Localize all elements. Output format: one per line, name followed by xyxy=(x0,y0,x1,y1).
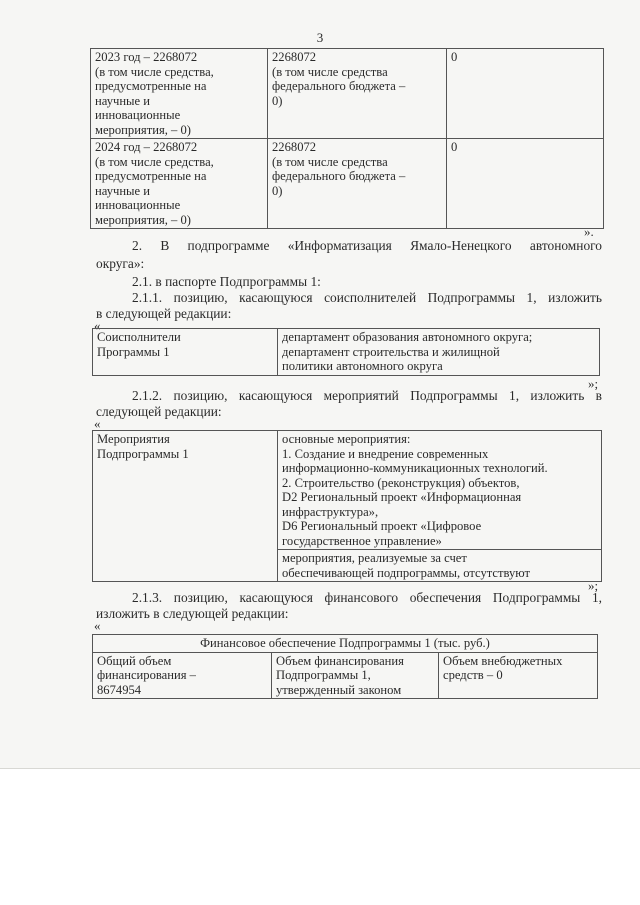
cell-text: 2023 год – 2268072 (в том числе средства, предусмотренные на научные и инновационные мероприятия, – 0) xyxy=(95,50,214,137)
cell-text: 2268072 (в том числе средства федерального бюджета – 0) xyxy=(272,140,406,198)
cell-text: основные мероприятия: 1. Создание и внедрение современных информационно-коммуникационных технологий. 2. Строительство (реконструкция) объектов, D2 Региональный проект «Информационная инфраструктура», D6 Региональный проект «Цифровое государственное управление» xyxy=(282,432,548,548)
table-cell-extra xyxy=(447,139,604,229)
table-header xyxy=(93,635,598,653)
table-cell-value xyxy=(278,329,600,376)
table-row xyxy=(91,49,604,139)
table-cell-value xyxy=(278,550,602,582)
closing-quote: »; xyxy=(588,578,599,593)
paragraph-2-1-3-line2: изложить в следующей редакции: xyxy=(96,606,289,621)
table-cell-federal xyxy=(268,49,447,139)
paragraph-2-1: 2.1. в паспорте Подпрограммы 1: xyxy=(132,274,321,289)
paragraph-2-line1: 2. В подпрограмме «Информатизация Ямало-Ненецкого автономного xyxy=(132,238,602,253)
paragraph-2-1-2-line1: 2.1.2. позицию, касающуюся мероприятий Подпрограммы 1, изложить в xyxy=(132,388,602,403)
table-cell-year xyxy=(91,49,268,139)
cell-text: департамент образования автономного округа; департамент строительства и жилищной политики автономного округа xyxy=(282,330,533,373)
table-cell-extra xyxy=(447,49,604,139)
table-row xyxy=(93,652,598,699)
table-cell-approved xyxy=(272,652,439,699)
paragraph-2-1-2-line2: следующей редакции: xyxy=(96,404,222,419)
cell-text: 2268072 (в том числе средства федерального бюджета – 0) xyxy=(272,50,406,108)
paragraph-2-1-1-line2: в следующей редакции: xyxy=(96,306,232,321)
opening-quote: « xyxy=(94,618,101,633)
paragraph-2-1-3-line1: 2.1.3. позицию, касающуюся финансового обеспечения Подпрограммы 1, xyxy=(132,590,602,605)
cell-text: 0 xyxy=(451,50,458,64)
cell-text: Объем внебюджетных средств – 0 xyxy=(443,653,563,682)
cell-text: Общий объем финансирования – 8674954 xyxy=(97,653,196,697)
table-cell-offbudget xyxy=(439,652,598,699)
table-cell-value xyxy=(278,431,602,550)
co-executors-table xyxy=(92,328,600,376)
cell-text: Объем финансирования Подпрограммы 1, утвержденный законом xyxy=(276,653,404,697)
paragraph-2-line2: округа»: xyxy=(96,256,145,271)
closing-quote: »; xyxy=(588,376,599,391)
opening-quote: « xyxy=(94,416,101,431)
table-cell-total xyxy=(93,652,272,699)
table-row xyxy=(93,329,600,376)
financing-years-table xyxy=(90,48,604,229)
opening-quote: « xyxy=(94,318,101,333)
table-cell-label xyxy=(93,431,278,582)
table-row xyxy=(93,635,598,653)
cell-text: 0 xyxy=(451,140,458,154)
table-cell-label xyxy=(93,329,278,376)
table-row xyxy=(93,431,602,550)
cell-text: 2024 год – 2268072 (в том числе средства, предусмотренные на научные и инновационные мероприятия, – 0) xyxy=(95,140,214,227)
table-cell-federal xyxy=(268,139,447,229)
cell-text: Мероприятия Подпрограммы 1 xyxy=(97,432,189,461)
financing-table xyxy=(92,634,598,699)
cell-text: мероприятия, реализуемые за счет обеспечивающей подпрограммы, отсутствуют xyxy=(282,551,531,580)
table-row xyxy=(91,139,604,229)
paragraph-2-1-1-line1: 2.1.1. позицию, касающуюся соисполнителей Подпрограммы 1, изложить xyxy=(132,290,602,305)
page-number: 3 xyxy=(316,30,324,45)
table-header-text: Финансовое обеспечение Подпрограммы 1 (тыс. руб.) xyxy=(200,636,490,650)
closing-quote: ». xyxy=(584,224,594,239)
table-cell-year xyxy=(91,139,268,229)
activities-table xyxy=(92,430,602,582)
cell-text: Соисполнители Программы 1 xyxy=(97,330,181,359)
